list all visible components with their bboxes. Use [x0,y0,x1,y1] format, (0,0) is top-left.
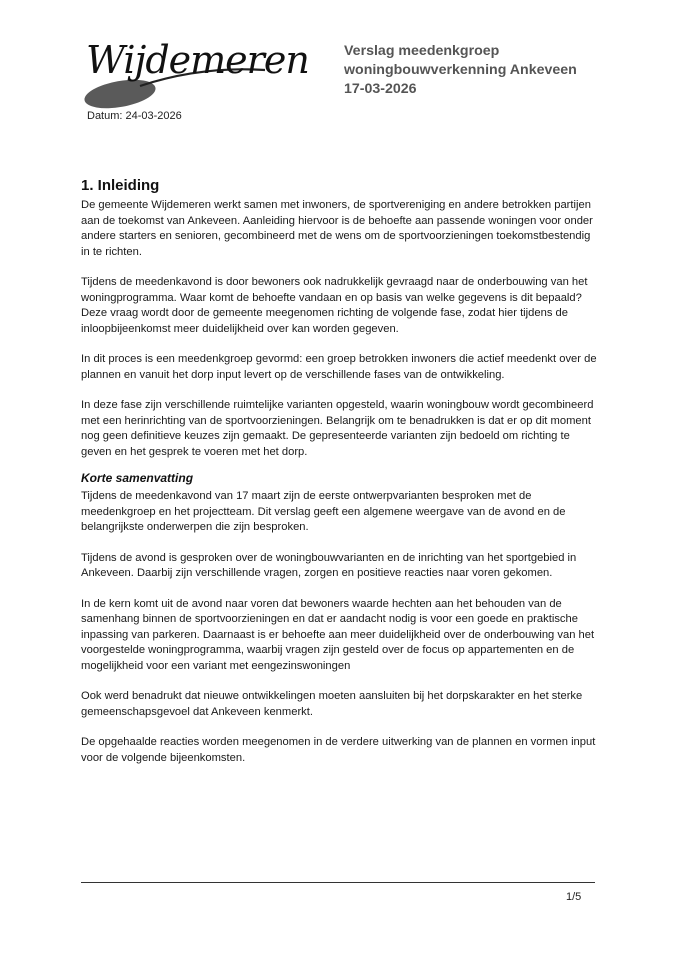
logo-wordmark: Wijdemeren [86,38,309,82]
paragraph: Ook werd benadrukt dat nieuwe ontwikkelingen moeten aansluiten bij het dorpskarakter en het sterke gemeenschapsgevoel dat Ankeveen kenmerkt. [81,690,583,718]
paragraph: In deze fase zijn verschillende ruimtelijke varianten opgesteld, waarin woningbouw wordt gecombineerd met een herinrichting van de sportvoorzieningen. Belangrijk om te benadrukken is dat er op dit moment nog geen definitieve keuzes zijn gemaakt. De gepresenteerde varianten zijn bedoeld om richting te geven en het gesprek te voeren met het dorp. [81,399,594,458]
document-date: Datum: 24-03-2026 [87,110,182,122]
footer-divider [81,882,595,883]
paragraph: Tijdens de avond is gesproken over de woningbouwvarianten en de inrichting van het sportgebied in Ankeveen. Daarbij zijn verschillende vragen, zorgen en positieve reacties naar voren gekomen. [81,551,577,579]
paragraph: Tijdens de meedenkavond is door bewoners ook nadrukkelijk gevraagd naar de onderbouwing van het woningprogramma. Waar komt de behoefte vandaan en op basis van welke gegevens is dit bepaald? Deze vraag wordt door de gemeente meegenomen richting de volgende fase, zodat hier tijdens de inloopbijeenkomst meer duidelijkheid over kan worden gegeven. [81,276,588,335]
paragraph: De opgehaalde reacties worden meegenomen in de verdere uitwerking van de plannen en vormen input voor de volgende bijeenkomsten. [81,736,596,764]
paragraph: In de kern komt uit de avond naar voren dat bewoners waarde hechten aan het behouden van de samenhang binnen de sportvoorzieningen en dat er aandacht nodig is voor een goede en praktische inpassing van parkeren. Daarnaast is er behoefte aan meer duidelijkheid over de onderbouwing van het voorgestelde woningprogramma, waarbij vragen zijn gesteld over de focus op appartementen en de mogelijkheid voor een variant met eengezinswoningen [81,597,595,672]
subheading-summary: Korte samenvatting [81,471,194,485]
title-line: Verslag meedenkgroep [344,43,500,59]
title-line: 17-03-2026 [344,81,417,97]
municipality-logo [80,36,309,112]
paragraph: De gemeente Wijdemeren werkt samen met inwoners, de sportvereniging en andere betrokken partijen aan de toekomst van Ankeveen. Aanleiding hiervoor is de behoefte aan passende woningen voor onder andere starters en senioren, gecombineerd met de wens om de sportvoorzieningen toekomstbestendig in te richten. [81,199,593,258]
document-body [81,176,601,781]
title-line: woningbouwverkenning Ankeveen [344,62,577,78]
section-heading-inleiding: 1. Inleiding [81,177,160,194]
paragraph: In dit proces is een meedenkgroep gevormd: een groep betrokken inwoners die actief meedenkt over de plannen en vanuit het dorp input levert op de verschillende fases van de ontwikkeling. [81,353,597,381]
paragraph: Tijdens de meedenkavond van 17 maart zijn de eerste ontwerpvarianten besproken met de meedenkgroep en het projectteam. Dit verslag geeft een algemene weergave van de avond en de belangrijkste onderwerpen die zijn besproken. [81,490,566,533]
document-title [344,42,577,99]
page-number: 1/5 [566,891,582,903]
